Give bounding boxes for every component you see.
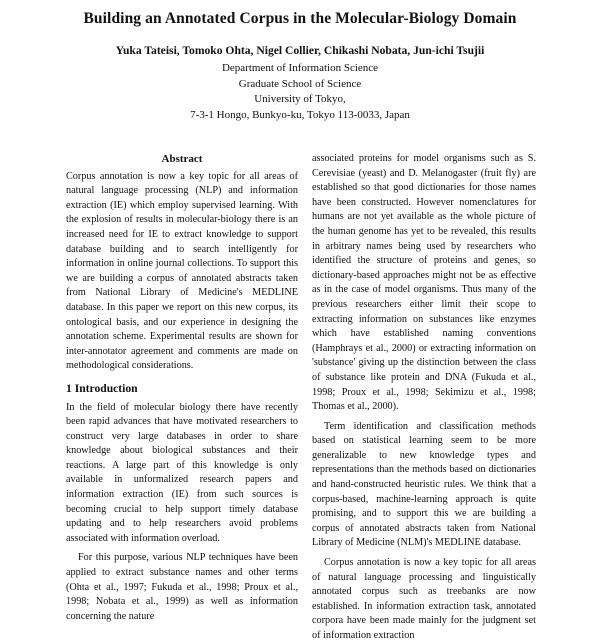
affiliation-line: Department of Information Science — [221, 62, 379, 74]
body-paragraph: Term identification and classification methods based on statistical learning seem to be more generalizable to new knowledge types and representations than the methods based on dictionaries and hand-constructed heuristic rules. We think that a corpus-based, machine-learning approach is quite promising, and to support this we are building a corpus of annotated abstracts taken from National Library of Medicine (NLM)'s MEDLINE database. — [312, 420, 536, 549]
affiliation-line: University of Tokyo, — [254, 93, 346, 105]
abstract-text: Corpus annotation is now a key topic for all areas of natural language processing (NLP) and information extraction (IE) which employ supervised learning. With the explosion of results in molecular-biology there is an increased need for IE to extract knowledge to support database building and to search intelligently for information in online journal collections. To support this we are building a corpus of annotated abstracts taken from National Library of Medicine's MEDLINE database. In this paper we report on this new corpus, its ontological basis, and our experience in designing the annotation scheme. Experimental results are shown for inter-annotator agreement and comments are made on methodological considerations. — [66, 170, 298, 372]
left-column — [66, 152, 298, 624]
affiliation-block — [0, 61, 600, 123]
abstract-heading: Abstract — [161, 153, 203, 165]
body-paragraph: associated proteins for model organisms such as S. Cerevisiae (yeast) and D. Melanogaster (fruit fly) are established so that good dictionaries for those names have been constructed. However nomenclatures for humans are not yet available as the whole picture of the human genome has yet to be revealed, this results in arbitrary names being used by researchers who identified the structure of proteins and genes, so dictionary-based approaches might not be as effective as in the case of model organisms. Thus many of the previous researchers either limit their scope to extracting information on substances like enzymes which have established naming conventions (Hamphrays et al., 2000) or extracting information on 'substance' giving up the distinction between the class of substance like protein and DNA (Fukuda et al., 1998; Proux et al., 1998; Sekimizu et al., 1998; Thomas et al., 2000). — [312, 153, 536, 413]
paper-title: Building an Annotated Corpus in the Molecular-Biology Domain — [83, 10, 517, 27]
affiliation-line: Graduate School of Science — [238, 77, 362, 90]
body-paragraph: Corpus annotation is now a key topic for all areas of natural language processing and linguistically annotated corpus such as treebanks are now established. In information extraction task, annotated corpora have been made mainly for the judgment set of information extraction — [312, 557, 536, 641]
affiliation-line: 7-3-1 Hongo, Bunkyo-ku, Tokyo 113-0033, Japan — [190, 108, 410, 121]
intro-paragraph: For this purpose, various NLP techniques have been applied to extract substance names and other terms (Ohta et al., 1997; Fukuda et al., 1998; Proux et al., 1998; Nobata et al., 1999) as well as information concerning the nature — [66, 552, 298, 622]
intro-paragraph: In the field of molecular biology there have recently been rapid advances that have motivated researchers to construct very large databases in order to share knowledge about biological substances and their reactions. A large part of this knowledge is only available in unformalized research papers and information extraction (IE) from such sources is becoming crucial to help support timely database updating and to help researchers avoid problems associated with information overload. — [66, 401, 298, 544]
section-heading-introduction: 1 Introduction — [66, 381, 138, 395]
right-column — [312, 152, 536, 644]
author-list: Yuka Tateisi, Tomoko Ohta, Nigel Collier, Chikashi Nobata, Jun-ichi Tsujii — [115, 44, 485, 57]
